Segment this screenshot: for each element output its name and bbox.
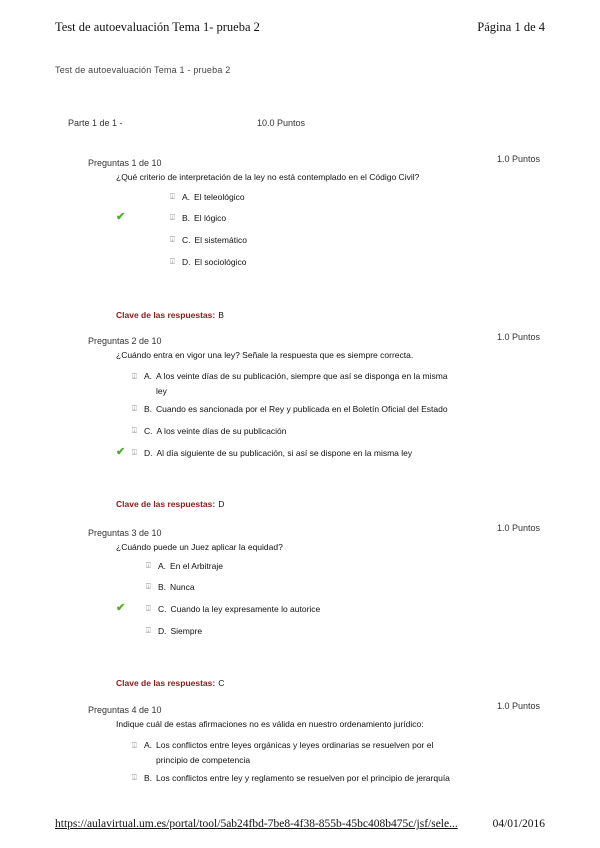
answer-key-value: C bbox=[218, 678, 225, 688]
question-4-label: Preguntas 4 de 10 bbox=[88, 705, 162, 715]
option-letter: A. bbox=[158, 561, 167, 571]
q2-option-c[interactable] bbox=[132, 426, 286, 436]
q2-option-a[interactable] bbox=[132, 369, 450, 399]
correct-check-icon: ✔ bbox=[116, 446, 126, 458]
option-text: El sociológico bbox=[194, 257, 247, 267]
correct-check-icon: ✔ bbox=[116, 211, 126, 223]
option-text: A los veinte días de su publicación, siempre que así se disponga en la misma ley bbox=[156, 371, 448, 396]
question-1-text: ¿Qué criterio de interpretación de la ley no está contemplado en el Código Civil? bbox=[116, 172, 420, 182]
q3-option-d[interactable] bbox=[146, 626, 202, 636]
q1-answer-key bbox=[116, 305, 224, 323]
option-text: Los conflictos entre ley y reglamento se resuelven por el principio de jerarquía bbox=[156, 773, 450, 783]
q3-option-b[interactable] bbox=[146, 582, 195, 592]
q2-answer-key bbox=[116, 494, 224, 512]
option-letter: D. bbox=[182, 257, 191, 267]
option-text: Nunca bbox=[170, 582, 195, 592]
answer-key-label: Clave de las respuestas: bbox=[116, 678, 216, 688]
q2-option-d[interactable] bbox=[132, 448, 412, 458]
question-2-label: Preguntas 2 de 10 bbox=[88, 336, 162, 346]
radio-icon[interactable]: ⍗ bbox=[146, 626, 151, 635]
part-points: 10.0 Puntos bbox=[257, 118, 306, 128]
option-text: En el Arbitraje bbox=[170, 561, 223, 571]
radio-icon[interactable]: ⍗ bbox=[170, 192, 175, 201]
radio-icon[interactable]: ⍗ bbox=[132, 773, 137, 782]
header-title: Test de autoevaluación Tema 1- prueba 2 bbox=[55, 20, 260, 34]
option-text: Cuando es sancionada por el Rey y publicada en el Boletín Oficial del Estado bbox=[156, 404, 448, 414]
option-text: Cuando la ley expresamente lo autorice bbox=[170, 604, 321, 614]
document-title: Test de autoevaluación Tema 1 - prueba 2 bbox=[55, 65, 231, 75]
option-letter: C. bbox=[158, 604, 167, 614]
radio-icon[interactable]: ⍗ bbox=[132, 404, 137, 413]
question-3-label: Preguntas 3 de 10 bbox=[88, 528, 162, 538]
q2-option-b[interactable] bbox=[132, 404, 448, 414]
option-letter: C. bbox=[182, 235, 191, 245]
question-4-points: 1.0 Puntos bbox=[496, 701, 540, 711]
q4-option-a[interactable] bbox=[132, 738, 467, 768]
question-2-text: ¿Cuándo entra en vigor una ley? Señale la respuesta que es siempre correcta. bbox=[116, 350, 414, 360]
radio-icon[interactable]: ⍗ bbox=[132, 372, 137, 381]
option-letter: C. bbox=[144, 426, 153, 436]
option-text: El teleológico bbox=[194, 192, 245, 202]
footer-url-link[interactable]: https://aulavirtual.um.es/portal/tool/5ab24fbd-7be8-4f38-855b-45bc408b475c/jsf/sele... bbox=[55, 818, 458, 830]
answer-key-label: Clave de las respuestas: bbox=[116, 310, 216, 320]
option-text: A los veinte días de su publicación bbox=[156, 426, 287, 436]
option-letter: A. bbox=[144, 371, 153, 381]
option-text: El sistemático bbox=[194, 235, 247, 245]
option-letter: A. bbox=[182, 192, 191, 202]
q3-option-a[interactable] bbox=[146, 561, 223, 571]
q1-option-a[interactable] bbox=[170, 192, 245, 202]
question-1-points: 1.0 Puntos bbox=[496, 154, 540, 164]
part-label: Parte 1 de 1 - bbox=[68, 118, 123, 128]
q3-answer-key bbox=[116, 673, 224, 691]
radio-icon[interactable]: ⍗ bbox=[146, 582, 151, 591]
radio-icon[interactable]: ⍗ bbox=[146, 561, 151, 570]
radio-icon[interactable]: ⍗ bbox=[170, 257, 175, 266]
option-letter: B. bbox=[144, 773, 153, 783]
question-4-text: Indique cuál de estas afirmaciones no es válida en nuestro ordenamiento jurídico: bbox=[116, 719, 424, 729]
q4-option-b[interactable] bbox=[132, 773, 450, 783]
option-letter: B. bbox=[144, 404, 153, 414]
q3-option-c[interactable] bbox=[146, 604, 320, 614]
question-2-points: 1.0 Puntos bbox=[496, 332, 540, 342]
option-text: Al día siguiente de su publicación, si así se dispone en la misma ley bbox=[156, 448, 413, 458]
footer-date: 04/01/2016 bbox=[492, 818, 545, 830]
q1-option-d[interactable] bbox=[170, 257, 246, 267]
question-3-text: ¿Cuándo puede un Juez aplicar la equidad? bbox=[116, 542, 283, 552]
radio-icon[interactable]: ⍗ bbox=[132, 448, 137, 457]
radio-icon[interactable]: ⍗ bbox=[170, 235, 175, 244]
option-letter: B. bbox=[158, 582, 167, 592]
page-number: Página 1 de 4 bbox=[477, 20, 545, 34]
option-text: Siempre bbox=[170, 626, 203, 636]
radio-icon[interactable]: ⍗ bbox=[132, 741, 137, 750]
answer-key-value: D bbox=[218, 499, 225, 509]
q1-option-c[interactable] bbox=[170, 235, 247, 245]
radio-icon[interactable]: ⍗ bbox=[132, 426, 137, 435]
option-text: Los conflictos entre leyes orgánicas y leyes ordinarias se resuelven por el principio de competencia bbox=[156, 740, 434, 765]
radio-icon[interactable]: ⍗ bbox=[170, 213, 175, 222]
question-3-points: 1.0 Puntos bbox=[496, 523, 540, 533]
option-text: El lógico bbox=[194, 213, 227, 223]
option-letter: A. bbox=[144, 740, 153, 750]
radio-icon[interactable]: ⍗ bbox=[146, 604, 151, 613]
q1-option-b[interactable] bbox=[170, 213, 226, 223]
question-1-label: Preguntas 1 de 10 bbox=[88, 158, 162, 168]
option-letter: B. bbox=[182, 213, 191, 223]
option-letter: D. bbox=[158, 626, 167, 636]
answer-key-label: Clave de las respuestas: bbox=[116, 499, 216, 509]
answer-key-value: B bbox=[218, 310, 224, 320]
correct-check-icon: ✔ bbox=[116, 602, 126, 614]
option-letter: D. bbox=[144, 448, 153, 458]
